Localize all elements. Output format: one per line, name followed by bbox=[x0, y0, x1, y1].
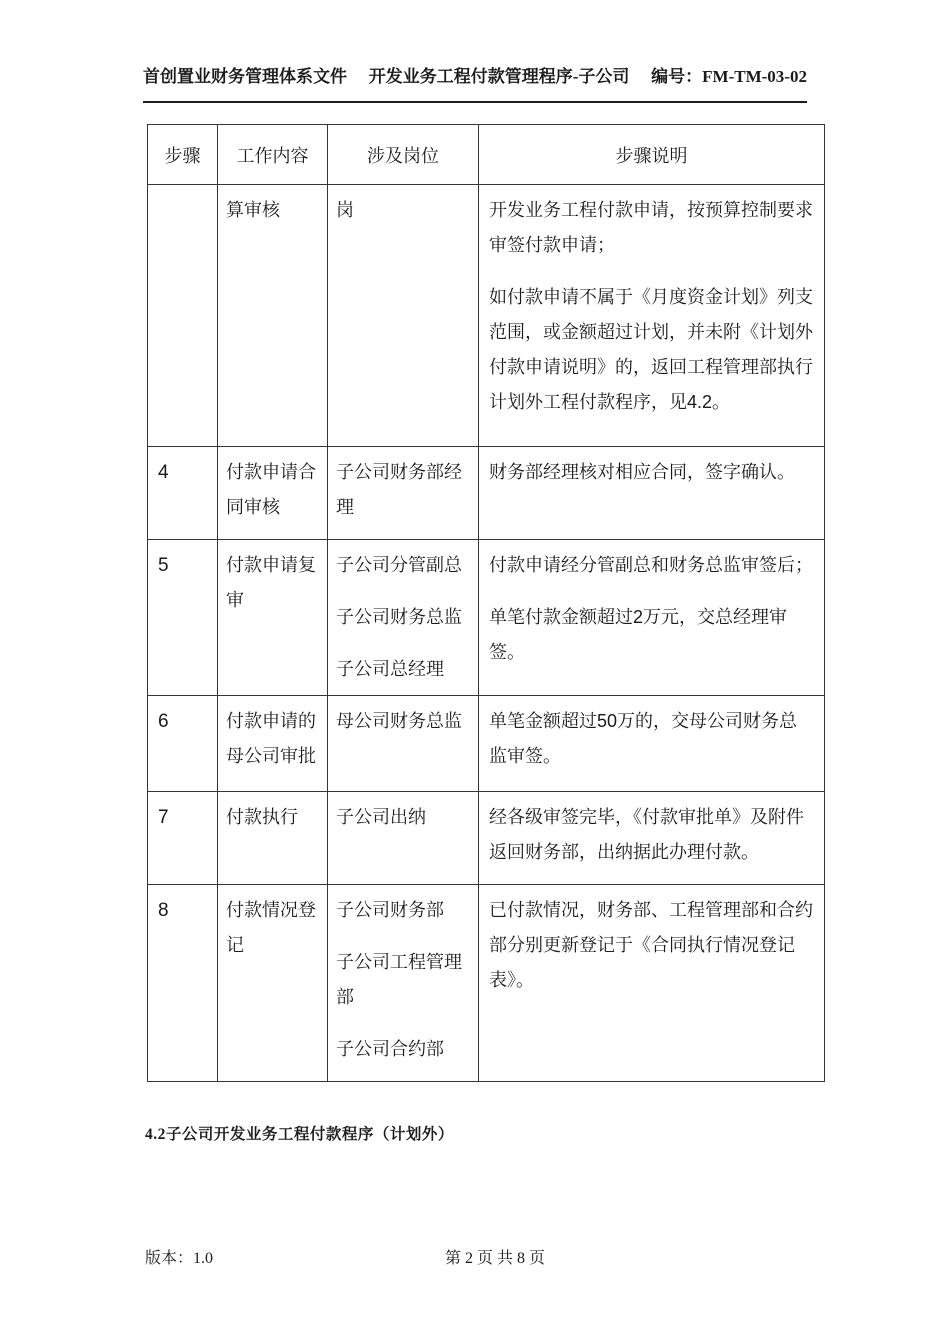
cell-paragraph: 付款申请复审 bbox=[226, 555, 316, 610]
roles-cell bbox=[328, 885, 479, 1082]
column-header-step: 步骤 bbox=[148, 125, 218, 185]
cell-paragraph: 子公司财务部经理 bbox=[336, 462, 462, 517]
header-rule bbox=[143, 101, 807, 103]
step-cell bbox=[148, 185, 218, 447]
cell-paragraph: 母公司财务总监 bbox=[336, 711, 462, 731]
roles-cell bbox=[328, 792, 479, 885]
description-cell bbox=[479, 540, 825, 696]
table-body bbox=[148, 185, 825, 1082]
table-header-row bbox=[148, 125, 825, 185]
cell-paragraph: 子公司出纳 bbox=[336, 807, 426, 827]
cell-paragraph: 4 bbox=[158, 462, 169, 483]
cell-paragraph: 单笔金额超过50万的，交母公司财务总监审签。 bbox=[489, 711, 798, 766]
column-header-task: 工作内容 bbox=[218, 125, 328, 185]
cell-paragraph: 经各级审签完毕，《付款审批单》及附件返回财务部，出纳据此办理付款。 bbox=[489, 807, 804, 862]
cell-paragraph: 5 bbox=[158, 555, 169, 576]
table-row bbox=[148, 792, 825, 885]
task-cell bbox=[218, 885, 328, 1082]
cell-paragraph: 子公司工程管理部 bbox=[336, 952, 462, 1007]
step-cell bbox=[148, 696, 218, 792]
cell-paragraph: 8 bbox=[158, 900, 169, 921]
task-cell bbox=[218, 792, 328, 885]
table-row bbox=[148, 185, 825, 447]
header-doc-number: 编号：FM-TM-03-02 bbox=[651, 67, 807, 86]
cell-paragraph: 算审核 bbox=[226, 200, 280, 220]
cell-paragraph: 子公司合约部 bbox=[336, 1039, 444, 1059]
header-procedure-title: 开发业务工程付款管理程序-子公司 bbox=[368, 67, 630, 86]
description-cell bbox=[479, 696, 825, 792]
step-cell bbox=[148, 540, 218, 696]
table-row bbox=[148, 540, 825, 696]
table-row bbox=[148, 696, 825, 792]
roles-cell bbox=[328, 696, 479, 792]
roles-cell bbox=[328, 540, 479, 696]
table-row bbox=[148, 447, 825, 540]
column-header-roles: 涉及岗位 bbox=[328, 125, 479, 185]
cell-paragraph: 子公司财务总监 bbox=[336, 607, 462, 627]
step-cell bbox=[148, 447, 218, 540]
footer-page-number: 第 2 页 共 8 页 bbox=[444, 1250, 545, 1267]
cell-paragraph: 6 bbox=[158, 711, 169, 732]
task-cell bbox=[218, 447, 328, 540]
footer-version: 版本：1.0 bbox=[145, 1250, 214, 1267]
description-cell bbox=[479, 185, 825, 447]
cell-paragraph: 子公司总经理 bbox=[336, 659, 444, 679]
table-row bbox=[148, 885, 825, 1082]
cell-paragraph: 已付款情况，财务部、工程管理部和合约部分别更新登记于《合同执行情况登记表》。 bbox=[489, 900, 813, 990]
cell-paragraph: 付款申请的母公司审批 bbox=[226, 711, 316, 766]
description-cell bbox=[479, 885, 825, 1082]
step-cell bbox=[148, 792, 218, 885]
cell-paragraph: 开发业务工程付款申请，按预算控制要求审签付款申请； bbox=[489, 200, 813, 255]
cell-paragraph: 付款情况登记 bbox=[226, 900, 316, 955]
cell-paragraph: 子公司财务部 bbox=[336, 900, 444, 920]
cell-paragraph: 财务部经理核对相应合同，签字确认。 bbox=[489, 462, 795, 482]
description-cell bbox=[479, 447, 825, 540]
cell-paragraph: 如付款申请不属于《月度资金计划》列支范围，或金额超过计划，并未附《计划外付款申请说明》的，返回工程管理部执行计划外工程付款程序，见4.2。 bbox=[489, 287, 813, 412]
column-header-description: 步骤说明 bbox=[479, 125, 825, 185]
description-cell bbox=[479, 792, 825, 885]
cell-paragraph: 单笔付款金额超过2万元，交总经理审签。 bbox=[489, 607, 788, 662]
task-cell bbox=[218, 540, 328, 696]
payment-procedure-table bbox=[147, 124, 825, 1082]
roles-cell bbox=[328, 185, 479, 447]
roles-cell bbox=[328, 447, 479, 540]
cell-paragraph: 付款申请经分管副总和财务总监审签后； bbox=[489, 555, 813, 575]
cell-paragraph: 子公司分管副总 bbox=[336, 555, 462, 575]
cell-paragraph: 付款申请合同审核 bbox=[226, 462, 316, 517]
cell-paragraph: 岗 bbox=[336, 200, 354, 220]
section-heading: 4.2子公司开发业务工程付款程序（计划外） bbox=[145, 1126, 454, 1143]
cell-paragraph: 付款执行 bbox=[226, 807, 298, 827]
task-cell bbox=[218, 696, 328, 792]
task-cell bbox=[218, 185, 328, 447]
step-cell bbox=[148, 885, 218, 1082]
document-header bbox=[143, 62, 807, 87]
header-system-title: 首创置业财务管理体系文件 bbox=[143, 67, 347, 86]
cell-paragraph: 7 bbox=[158, 807, 169, 828]
